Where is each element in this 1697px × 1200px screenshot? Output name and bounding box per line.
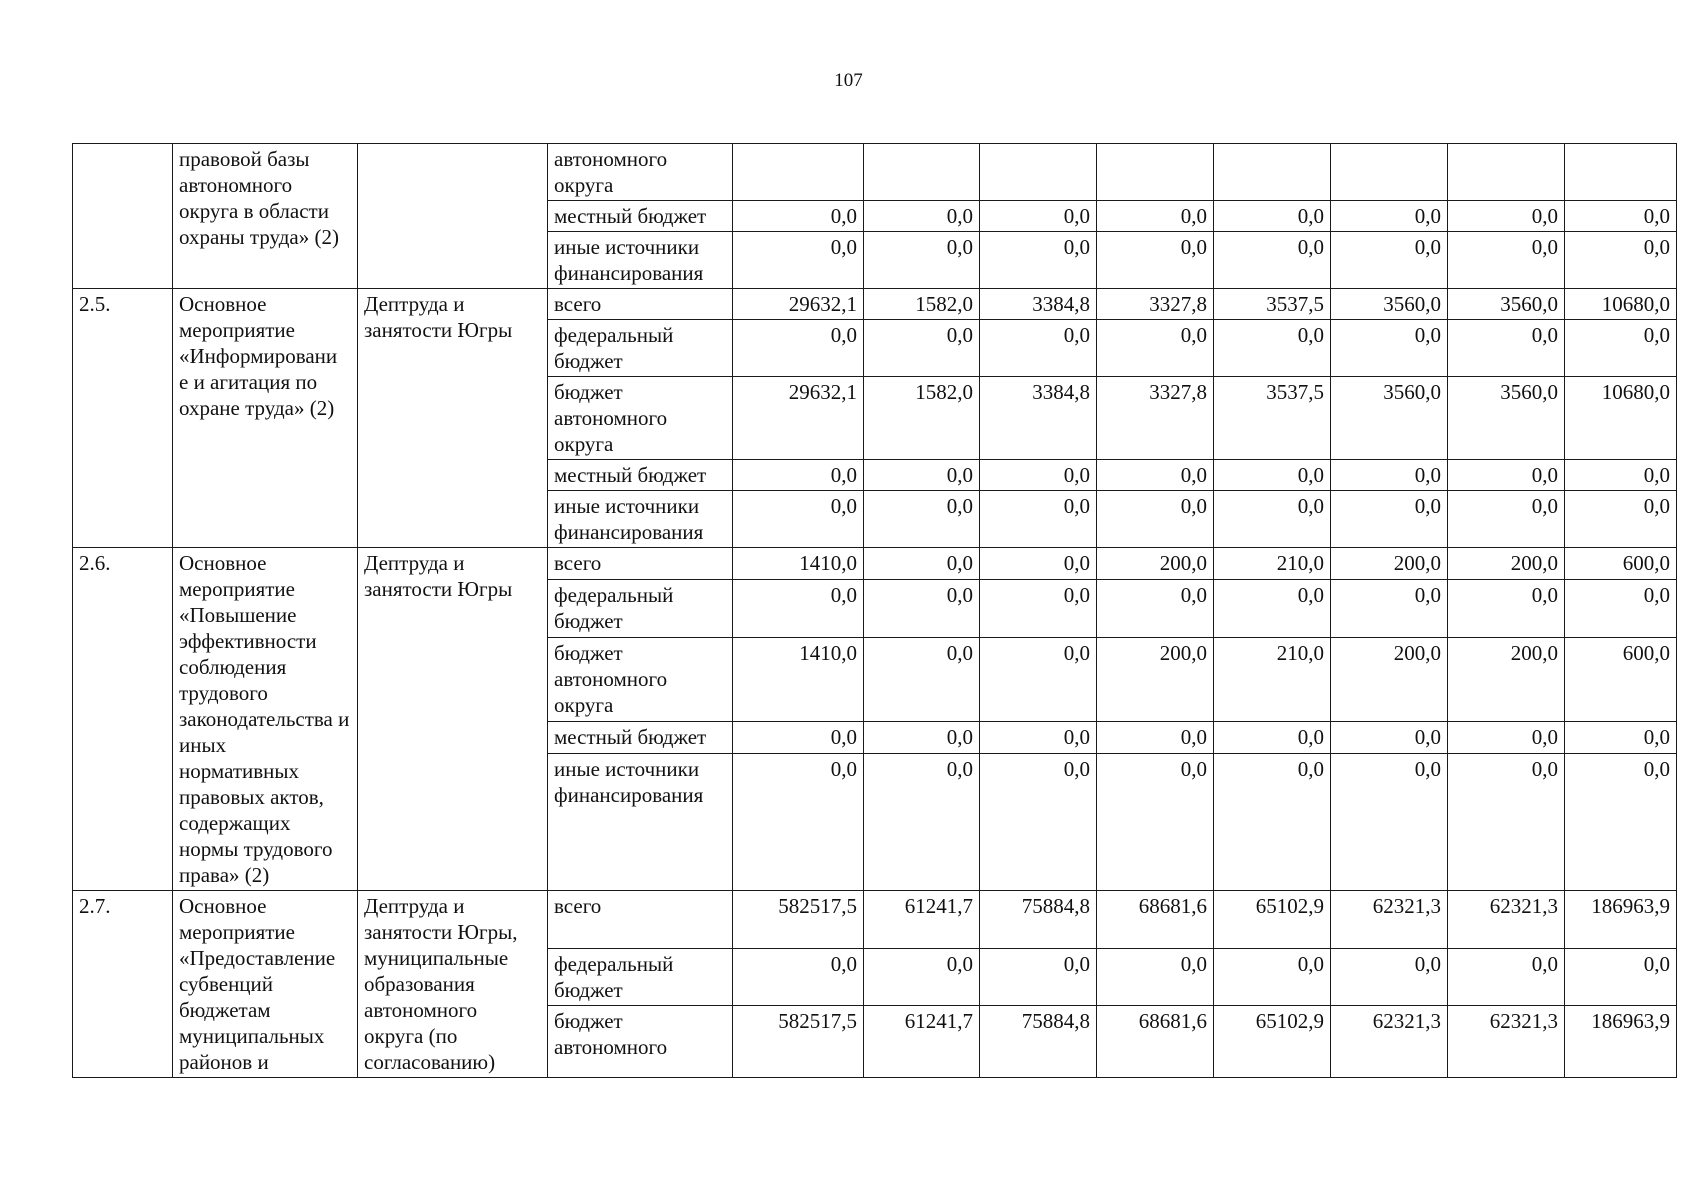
amount-cell: 61241,7 bbox=[864, 891, 980, 949]
measure-name: Основное мероприятие «Информировани е и агитация по охране труда» (2) bbox=[173, 289, 358, 548]
table-row bbox=[73, 548, 1677, 580]
amount-cell: 0,0 bbox=[864, 753, 980, 890]
measure-name: Основное мероприятие «Предоставление субвенций бюджетам муниципальных районов и bbox=[173, 891, 358, 1078]
page-number: 107 bbox=[834, 70, 863, 91]
amount-cell: 0,0 bbox=[733, 948, 864, 1006]
amount-cell: 186963,9 bbox=[1565, 1006, 1677, 1078]
amount-cell: 0,0 bbox=[864, 579, 980, 637]
amount-cell: 29632,1 bbox=[733, 377, 864, 460]
responsible-executor bbox=[358, 144, 548, 289]
amount-cell bbox=[864, 144, 980, 201]
table-row bbox=[73, 144, 1677, 201]
amount-cell: 582517,5 bbox=[733, 891, 864, 949]
amount-cell: 0,0 bbox=[864, 320, 980, 377]
amount-cell: 75884,8 bbox=[980, 1006, 1097, 1078]
amount-cell: 200,0 bbox=[1097, 548, 1214, 580]
amount-cell bbox=[1448, 144, 1565, 201]
amount-cell: 3560,0 bbox=[1448, 289, 1565, 320]
amount-cell: 0,0 bbox=[1097, 722, 1214, 754]
amount-cell: 0,0 bbox=[1448, 722, 1565, 754]
amount-cell: 0,0 bbox=[864, 637, 980, 721]
amount-cell: 0,0 bbox=[1448, 753, 1565, 890]
amount-cell: 0,0 bbox=[1214, 460, 1331, 491]
amount-cell: 0,0 bbox=[1097, 753, 1214, 890]
amount-cell: 1582,0 bbox=[864, 377, 980, 460]
amount-cell: 0,0 bbox=[1097, 232, 1214, 289]
amount-cell: 0,0 bbox=[733, 722, 864, 754]
amount-cell: 0,0 bbox=[1331, 948, 1448, 1006]
funding-source: бюджет автономного округа bbox=[548, 377, 733, 460]
amount-cell: 0,0 bbox=[1214, 232, 1331, 289]
measure-number bbox=[73, 144, 173, 289]
funding-source: местный бюджет bbox=[548, 460, 733, 491]
amount-cell bbox=[1214, 144, 1331, 201]
amount-cell: 10680,0 bbox=[1565, 289, 1677, 320]
amount-cell: 0,0 bbox=[1448, 948, 1565, 1006]
amount-cell: 0,0 bbox=[1448, 460, 1565, 491]
amount-cell: 3327,8 bbox=[1097, 377, 1214, 460]
amount-cell: 3384,8 bbox=[980, 289, 1097, 320]
amount-cell: 0,0 bbox=[1331, 722, 1448, 754]
amount-cell: 3537,5 bbox=[1214, 289, 1331, 320]
amount-cell: 0,0 bbox=[864, 548, 980, 580]
funding-source: бюджет автономного bbox=[548, 1006, 733, 1078]
amount-cell: 0,0 bbox=[864, 201, 980, 232]
amount-cell bbox=[1331, 144, 1448, 201]
funding-source: всего bbox=[548, 289, 733, 320]
amount-cell: 0,0 bbox=[733, 320, 864, 377]
amount-cell bbox=[733, 144, 864, 201]
amount-cell: 0,0 bbox=[733, 579, 864, 637]
funding-source: федеральный бюджет bbox=[548, 320, 733, 377]
responsible-executor: Дептруда и занятости Югры bbox=[358, 289, 548, 548]
measure-number: 2.7. bbox=[73, 891, 173, 1078]
amount-cell: 200,0 bbox=[1331, 548, 1448, 580]
amount-cell: 0,0 bbox=[864, 948, 980, 1006]
amount-cell: 0,0 bbox=[1331, 232, 1448, 289]
amount-cell: 0,0 bbox=[864, 491, 980, 548]
funding-source: федеральный бюджет bbox=[548, 948, 733, 1006]
amount-cell: 0,0 bbox=[1214, 491, 1331, 548]
amount-cell: 0,0 bbox=[1214, 579, 1331, 637]
amount-cell: 0,0 bbox=[1214, 320, 1331, 377]
amount-cell: 0,0 bbox=[980, 753, 1097, 890]
funding-source: бюджет автономного округа bbox=[548, 637, 733, 721]
amount-cell: 0,0 bbox=[980, 948, 1097, 1006]
amount-cell: 0,0 bbox=[1565, 579, 1677, 637]
financing-table bbox=[72, 143, 1677, 1078]
amount-cell: 0,0 bbox=[1448, 491, 1565, 548]
funding-source: иные источники финансирования bbox=[548, 232, 733, 289]
amount-cell: 0,0 bbox=[864, 232, 980, 289]
funding-source: местный бюджет bbox=[548, 722, 733, 754]
amount-cell: 75884,8 bbox=[980, 891, 1097, 949]
amount-cell: 0,0 bbox=[1331, 320, 1448, 377]
measure-name: Основное мероприятие «Повышение эффективности соблюдения трудового законодательства и иных нормативных правовых актов, содержащих нормы трудового права» (2) bbox=[173, 548, 358, 891]
measure-number: 2.6. bbox=[73, 548, 173, 891]
amount-cell: 62321,3 bbox=[1331, 1006, 1448, 1078]
amount-cell: 3560,0 bbox=[1448, 377, 1565, 460]
amount-cell: 0,0 bbox=[980, 460, 1097, 491]
amount-cell: 62321,3 bbox=[1448, 1006, 1565, 1078]
amount-cell: 200,0 bbox=[1097, 637, 1214, 721]
amount-cell: 0,0 bbox=[1331, 579, 1448, 637]
amount-cell bbox=[1565, 144, 1677, 201]
amount-cell: 0,0 bbox=[733, 232, 864, 289]
amount-cell: 0,0 bbox=[1565, 753, 1677, 890]
amount-cell: 0,0 bbox=[1097, 320, 1214, 377]
amount-cell: 0,0 bbox=[733, 753, 864, 890]
amount-cell: 0,0 bbox=[980, 201, 1097, 232]
amount-cell: 0,0 bbox=[864, 460, 980, 491]
amount-cell: 1582,0 bbox=[864, 289, 980, 320]
funding-source: автономного округа bbox=[548, 144, 733, 201]
amount-cell: 200,0 bbox=[1448, 548, 1565, 580]
amount-cell: 0,0 bbox=[1214, 753, 1331, 890]
amount-cell: 0,0 bbox=[1331, 753, 1448, 890]
funding-source: всего bbox=[548, 548, 733, 580]
amount-cell: 210,0 bbox=[1214, 637, 1331, 721]
amount-cell: 0,0 bbox=[980, 548, 1097, 580]
measure-name: правовой базы автономного округа в области охраны труда» (2) bbox=[173, 144, 358, 289]
table-row bbox=[73, 289, 1677, 320]
funding-source: иные источники финансирования bbox=[548, 491, 733, 548]
amount-cell: 0,0 bbox=[1214, 948, 1331, 1006]
amount-cell: 1410,0 bbox=[733, 548, 864, 580]
amount-cell: 0,0 bbox=[1097, 491, 1214, 548]
amount-cell: 0,0 bbox=[1331, 201, 1448, 232]
amount-cell: 0,0 bbox=[864, 722, 980, 754]
amount-cell bbox=[980, 144, 1097, 201]
amount-cell: 3327,8 bbox=[1097, 289, 1214, 320]
amount-cell: 0,0 bbox=[1565, 320, 1677, 377]
amount-cell: 0,0 bbox=[1565, 232, 1677, 289]
responsible-executor: Дептруда и занятости Югры bbox=[358, 548, 548, 891]
amount-cell: 0,0 bbox=[980, 320, 1097, 377]
table-row bbox=[73, 891, 1677, 949]
table-body bbox=[73, 144, 1677, 1078]
amount-cell: 0,0 bbox=[980, 232, 1097, 289]
funding-source: всего bbox=[548, 891, 733, 949]
amount-cell: 0,0 bbox=[1214, 201, 1331, 232]
funding-source: федеральный бюджет bbox=[548, 579, 733, 637]
amount-cell: 210,0 bbox=[1214, 548, 1331, 580]
amount-cell: 29632,1 bbox=[733, 289, 864, 320]
amount-cell: 200,0 bbox=[1448, 637, 1565, 721]
amount-cell: 200,0 bbox=[1331, 637, 1448, 721]
funding-source: местный бюджет bbox=[548, 201, 733, 232]
amount-cell: 0,0 bbox=[1565, 948, 1677, 1006]
amount-cell: 3537,5 bbox=[1214, 377, 1331, 460]
amount-cell: 0,0 bbox=[980, 491, 1097, 548]
amount-cell: 0,0 bbox=[1448, 201, 1565, 232]
amount-cell: 68681,6 bbox=[1097, 891, 1214, 949]
amount-cell: 68681,6 bbox=[1097, 1006, 1214, 1078]
amount-cell: 0,0 bbox=[1331, 491, 1448, 548]
amount-cell bbox=[1097, 144, 1214, 201]
amount-cell: 62321,3 bbox=[1331, 891, 1448, 949]
amount-cell: 3384,8 bbox=[980, 377, 1097, 460]
amount-cell: 0,0 bbox=[1565, 201, 1677, 232]
amount-cell: 0,0 bbox=[1448, 320, 1565, 377]
amount-cell: 0,0 bbox=[1097, 948, 1214, 1006]
amount-cell: 582517,5 bbox=[733, 1006, 864, 1078]
amount-cell: 0,0 bbox=[733, 460, 864, 491]
amount-cell: 600,0 bbox=[1565, 637, 1677, 721]
amount-cell: 0,0 bbox=[1097, 579, 1214, 637]
amount-cell: 3560,0 bbox=[1331, 289, 1448, 320]
amount-cell: 0,0 bbox=[980, 722, 1097, 754]
amount-cell: 0,0 bbox=[1565, 491, 1677, 548]
amount-cell: 0,0 bbox=[733, 201, 864, 232]
amount-cell: 0,0 bbox=[1448, 232, 1565, 289]
amount-cell: 10680,0 bbox=[1565, 377, 1677, 460]
amount-cell: 65102,9 bbox=[1214, 1006, 1331, 1078]
amount-cell: 0,0 bbox=[1448, 579, 1565, 637]
responsible-executor: Дептруда и занятости Югры, муниципальные образования автономного округа (по согласованию) bbox=[358, 891, 548, 1078]
amount-cell: 65102,9 bbox=[1214, 891, 1331, 949]
amount-cell: 3560,0 bbox=[1331, 377, 1448, 460]
amount-cell: 0,0 bbox=[980, 579, 1097, 637]
amount-cell: 61241,7 bbox=[864, 1006, 980, 1078]
amount-cell: 62321,3 bbox=[1448, 891, 1565, 949]
amount-cell: 0,0 bbox=[1331, 460, 1448, 491]
amount-cell: 0,0 bbox=[1097, 201, 1214, 232]
amount-cell: 0,0 bbox=[1565, 722, 1677, 754]
amount-cell: 1410,0 bbox=[733, 637, 864, 721]
amount-cell: 186963,9 bbox=[1565, 891, 1677, 949]
amount-cell: 0,0 bbox=[1097, 460, 1214, 491]
funding-source: иные источники финансирования bbox=[548, 753, 733, 890]
amount-cell: 0,0 bbox=[980, 637, 1097, 721]
measure-number: 2.5. bbox=[73, 289, 173, 548]
amount-cell: 0,0 bbox=[1565, 460, 1677, 491]
amount-cell: 600,0 bbox=[1565, 548, 1677, 580]
amount-cell: 0,0 bbox=[733, 491, 864, 548]
amount-cell: 0,0 bbox=[1214, 722, 1331, 754]
